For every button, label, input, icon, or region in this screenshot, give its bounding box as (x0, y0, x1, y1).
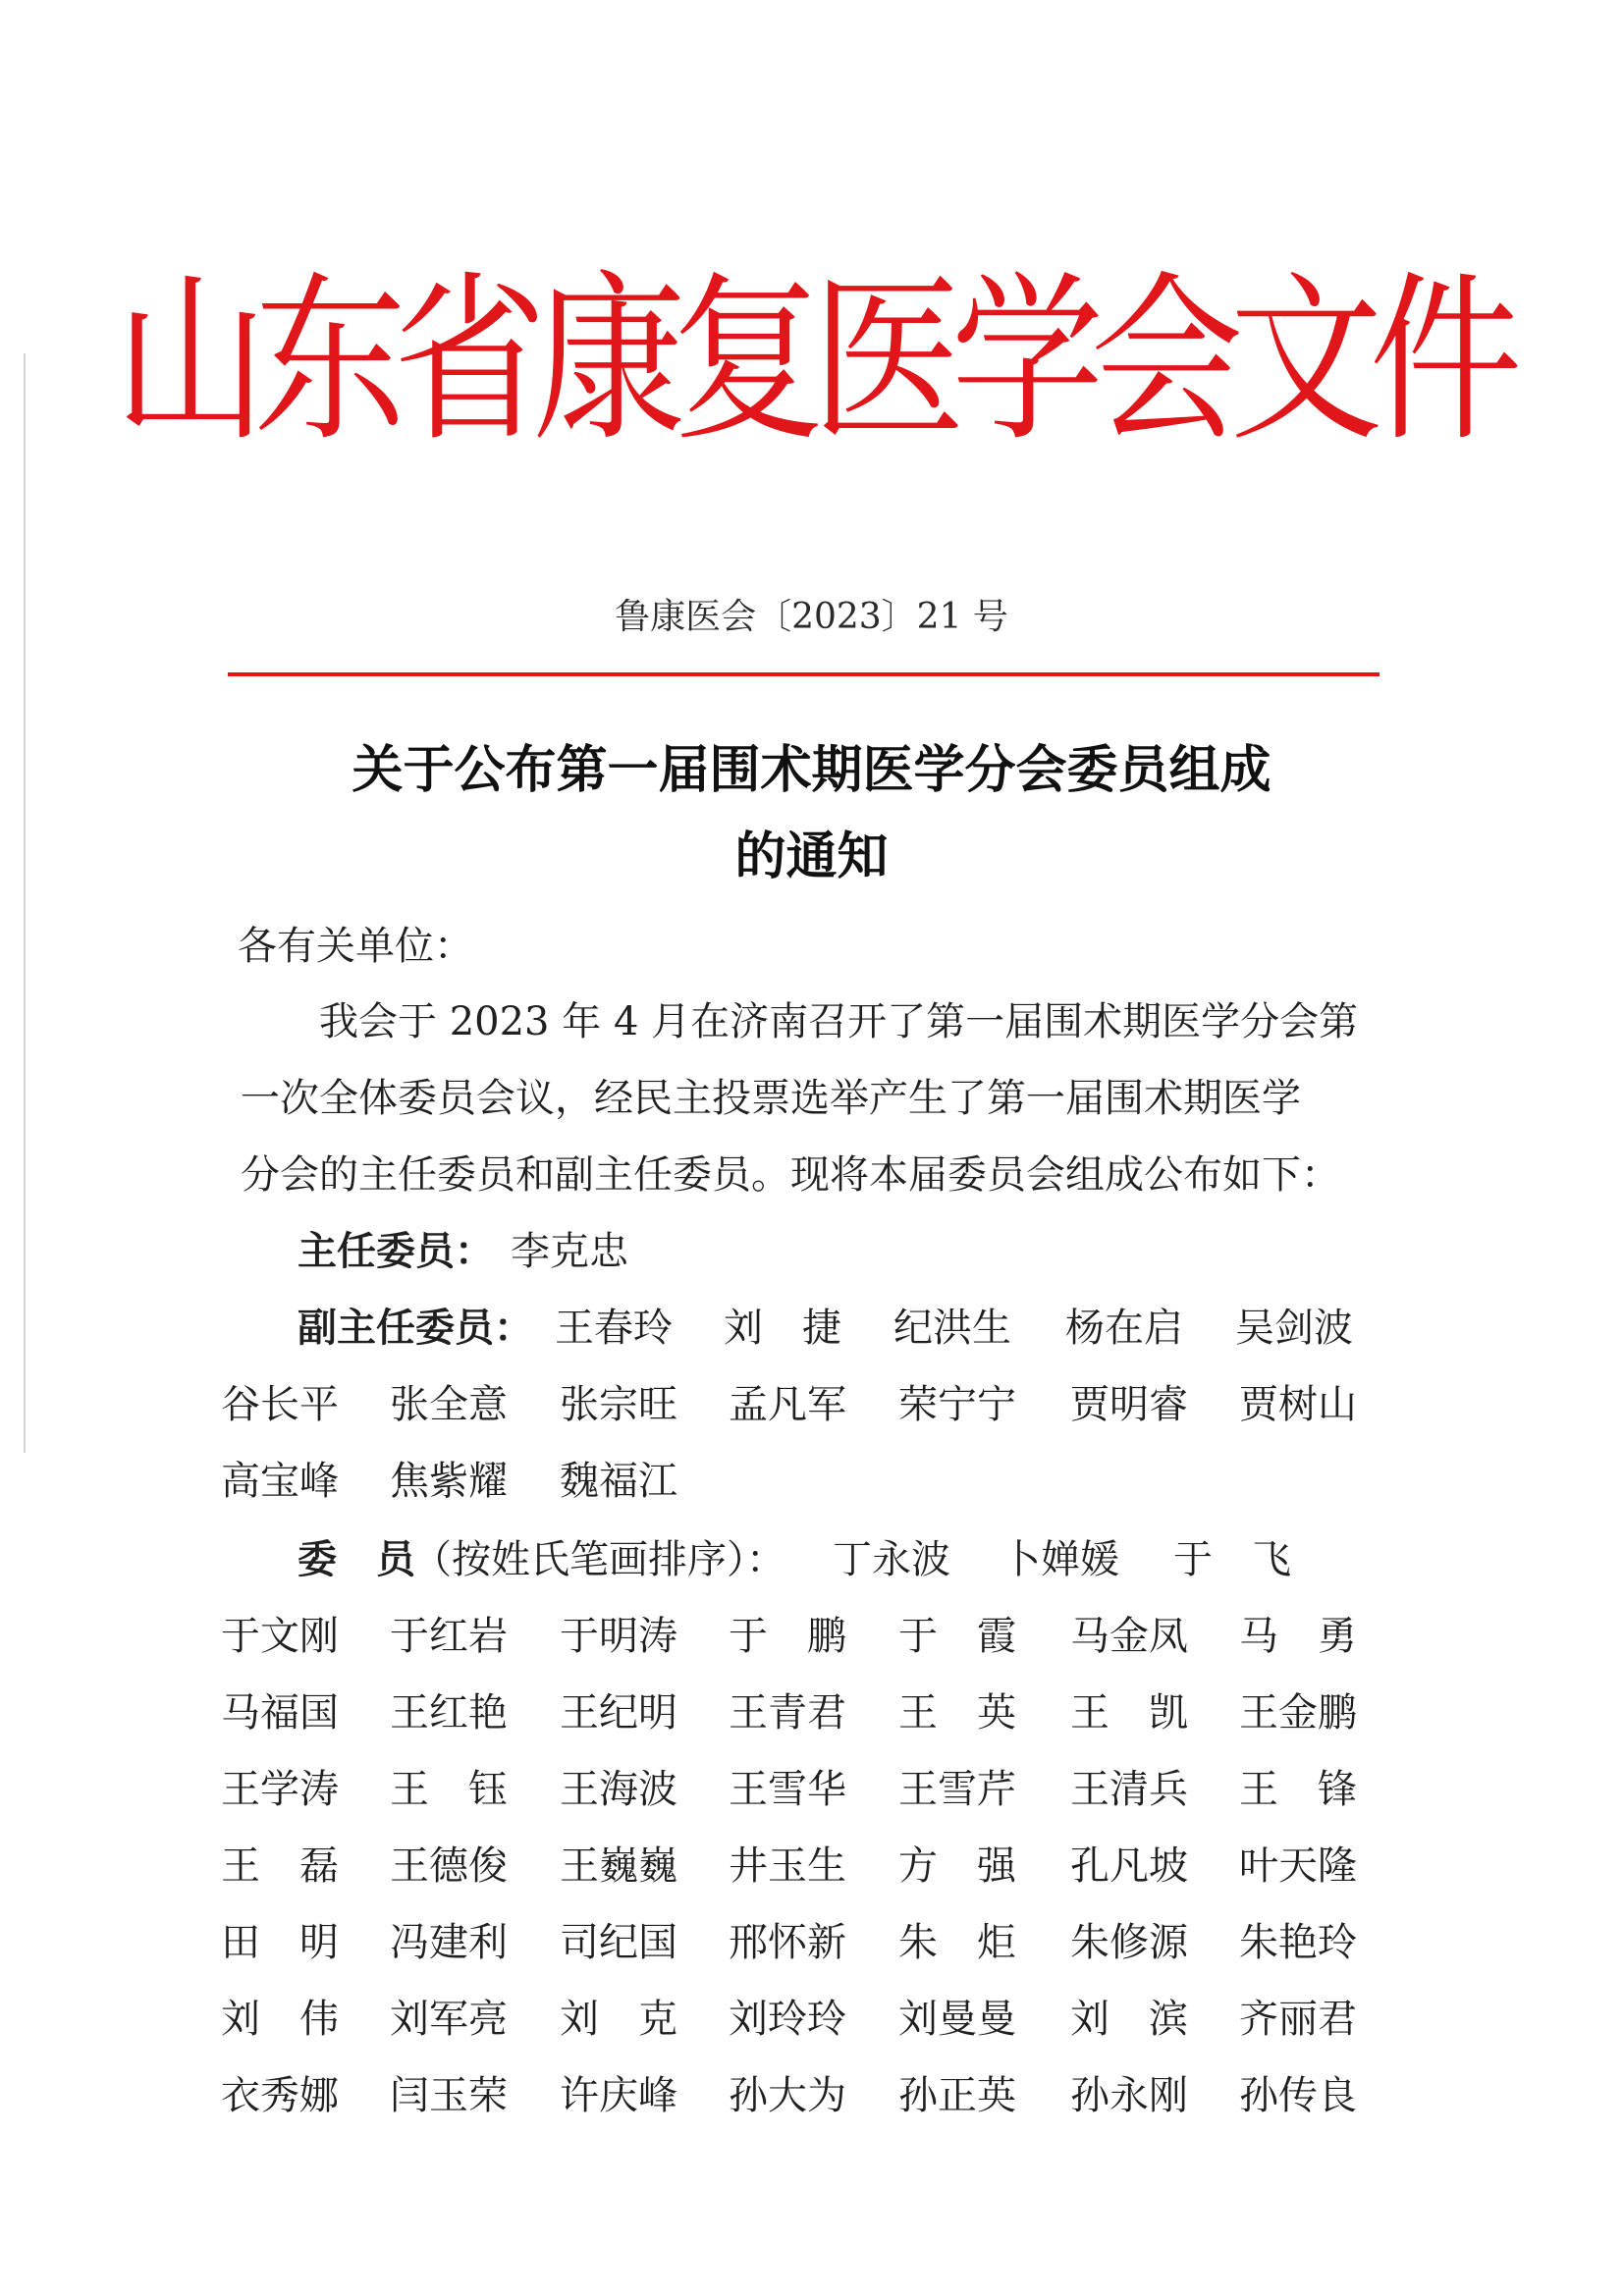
person-name: 王春玲 (555, 1306, 673, 1351)
person-name: 许庆峰 (560, 2073, 677, 2118)
person-name: 杨在启 (1065, 1306, 1183, 1351)
person-name: 井玉生 (729, 1843, 846, 1889)
person-name: 冯建利 (390, 1920, 508, 1965)
notice-title-line-1: 关于公布第一届围术期医学分会委员组成 (352, 741, 1271, 800)
chair-name: 李克忠 (511, 1229, 628, 1274)
person-name: 纪洪生 (893, 1306, 1011, 1351)
body-line-1: 我会于 2023 年 4 月在济南召开了第一届围术期医学分会第 (319, 999, 1359, 1044)
body-line-3: 分会的主任委员和副主任委员。现将本届委员会组成公布如下： (241, 1152, 1340, 1198)
person-name: 朱艳玲 (1239, 1920, 1357, 1965)
body-line-2: 一次全体委员会议，经民主投票选举产生了第一届围术期医学 (241, 1076, 1301, 1121)
person-name: 刘 克 (560, 1997, 677, 2042)
person-name: 邢怀新 (729, 1920, 846, 1965)
person-name: 于红岩 (390, 1614, 508, 1659)
person-name: 吴剑波 (1235, 1306, 1353, 1351)
person-name: 马福国 (221, 1690, 339, 1735)
person-name: 焦紫耀 (390, 1459, 508, 1504)
person-name: 王清兵 (1070, 1767, 1188, 1812)
person-name: 王 凯 (1070, 1690, 1188, 1735)
person-name: 孙永刚 (1070, 2073, 1188, 2118)
person-name: 司纪国 (560, 1920, 677, 1965)
org-document-header: 山东省康复医学会文件 (114, 254, 1509, 466)
document-number: 鲁康医会〔2023〕21 号 (615, 597, 1008, 637)
person-name: 方 强 (898, 1843, 1016, 1889)
person-name: 丁永波 (833, 1537, 950, 1582)
person-name: 于 飞 (1173, 1537, 1291, 1582)
person-name: 田 明 (221, 1920, 339, 1965)
salutation: 各有关单位： (238, 924, 473, 969)
person-name: 于 鹏 (729, 1614, 846, 1659)
person-name: 闫玉荣 (390, 2073, 508, 2118)
person-name: 张宗旺 (560, 1382, 677, 1427)
person-name: 刘 滨 (1070, 1997, 1188, 2042)
person-name: 王海波 (560, 1767, 677, 1812)
person-name: 王雪华 (729, 1767, 846, 1812)
person-name: 贾树山 (1239, 1382, 1357, 1427)
person-name: 于 霞 (898, 1614, 1016, 1659)
person-name: 孙大为 (729, 2073, 846, 2118)
person-name: 朱修源 (1070, 1920, 1188, 1965)
vice-chair-label: 副主任委员： (298, 1306, 533, 1351)
person-name: 王 钰 (390, 1767, 508, 1812)
person-name: 王德俊 (390, 1843, 508, 1889)
members-label-note: （按姓氏笔画排序）： (412, 1537, 785, 1582)
person-name: 刘 伟 (221, 1997, 339, 2042)
person-name: 孔凡坡 (1070, 1843, 1188, 1889)
members-label: 委 员 (298, 1537, 415, 1582)
person-name: 叶天隆 (1239, 1843, 1357, 1889)
person-name: 谷长平 (221, 1382, 339, 1427)
person-name: 王 磊 (221, 1843, 339, 1889)
person-name: 刘 捷 (724, 1306, 841, 1351)
person-name: 马 勇 (1239, 1614, 1357, 1659)
scan-edge-line (24, 353, 26, 1453)
person-name: 王巍巍 (560, 1843, 677, 1889)
person-name: 王雪芹 (898, 1767, 1016, 1812)
person-name: 刘玲玲 (729, 1997, 846, 2042)
person-name: 魏福江 (560, 1459, 677, 1504)
person-name: 高宝峰 (221, 1459, 339, 1504)
person-name: 王 锋 (1239, 1767, 1357, 1812)
person-name: 朱 炬 (898, 1920, 1016, 1965)
red-divider-rule (228, 672, 1380, 676)
person-name: 齐丽君 (1239, 1997, 1357, 2042)
person-name: 贾明睿 (1070, 1382, 1188, 1427)
person-name: 于文刚 (221, 1614, 339, 1659)
person-name: 王 英 (898, 1690, 1016, 1735)
person-name: 王青君 (729, 1690, 846, 1735)
person-name: 荣宁宁 (898, 1382, 1016, 1427)
person-name: 孙正英 (898, 2073, 1016, 2118)
person-name: 刘曼曼 (898, 1997, 1016, 2042)
notice-title-line-2: 的通知 (734, 828, 889, 886)
person-name: 衣秀娜 (221, 2073, 339, 2118)
person-name: 于明涛 (560, 1614, 677, 1659)
person-name: 王纪明 (560, 1690, 677, 1735)
person-name: 王学涛 (221, 1767, 339, 1812)
person-name: 卜婵媛 (1001, 1537, 1119, 1582)
person-name: 孙传良 (1239, 2073, 1357, 2118)
person-name: 马金凤 (1070, 1614, 1188, 1659)
person-name: 王金鹏 (1239, 1690, 1357, 1735)
person-name: 孟凡军 (729, 1382, 846, 1427)
person-name: 刘军亮 (390, 1997, 508, 2042)
chair-label: 主任委员： (298, 1229, 494, 1274)
person-name: 张全意 (390, 1382, 508, 1427)
person-name: 王红艳 (390, 1690, 508, 1735)
